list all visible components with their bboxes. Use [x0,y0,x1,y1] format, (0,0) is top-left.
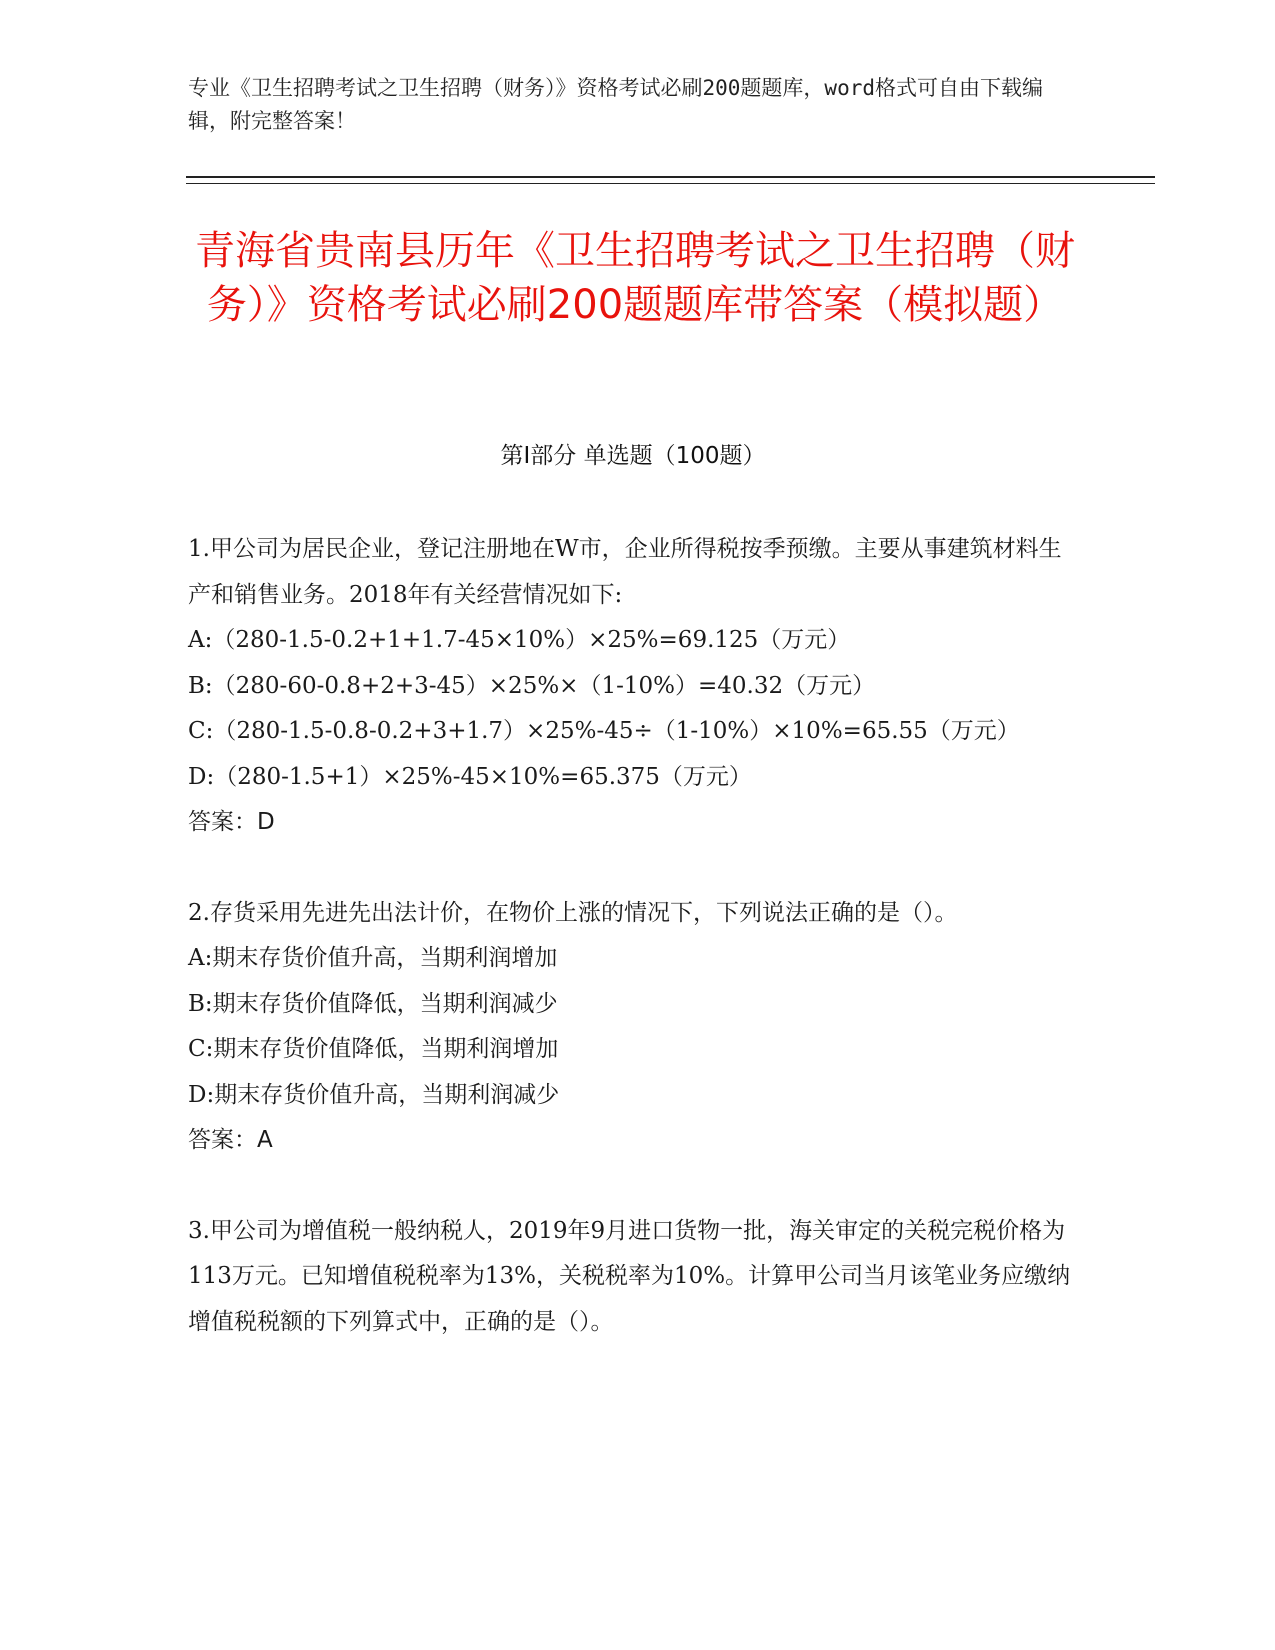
header-rule-thick [186,176,1155,178]
option-a: A:期末存货价值升高，当期利润增加 [188,945,558,971]
option-d: D:期末存货价值升高，当期利润减少 [188,1081,560,1108]
question-list [188,527,1078,1390]
option-c: C:（280-1.5-0.8-0.2+3+1.7）×25%-45÷（1-10%）×10%=65.55（万元） [188,718,1020,744]
answer: 答案：D [188,809,275,835]
option-c: C:期末存货价值降低，当期利润增加 [188,1036,559,1062]
document-title: 青海省贵南县历年《卫生招聘考试之卫生招聘（财务）》资格考试必刷200题题库带答案（模拟题） [195,228,1075,328]
option-b: B:（280-60-0.8+2+3-45）×25%×（1-10%）=40.32（万元） [188,672,876,699]
option-d: D:（280-1.5+1）×25%-45×10%=65.375（万元） [188,763,752,790]
option-a: A:（280-1.5-0.2+1+1.7-45×10%）×25%=69.125（万元） [188,627,851,653]
question-1 [188,527,1078,846]
question-stem: 1.甲公司为居民企业，登记注册地在W市，企业所得税按季预缴。主要从事建筑材料生产和销售业务。2018年有关经营情况如下: [188,536,1062,608]
question-2 [188,891,1078,1164]
question-3 [188,1209,1078,1346]
header-rule-thin [186,183,1155,184]
header-note: 专业《卫生招聘考试之卫生招聘（财务）》资格考试必刷200题题库，word格式可自由下载编辑，附完整答案！ [188,76,1043,133]
option-b: B:期末存货价值降低，当期利润减少 [188,990,558,1017]
section-title: 第Ⅰ部分 单选题（100题） [500,443,766,469]
question-stem: 3.甲公司为增值税一般纳税人，2019年9月进口货物一批，海关审定的关税完税价格为113万元。已知增值税税率为13%，关税税率为10%。计算甲公司当月该笔业务应缴纳增值税税额的下列算式中，正确的是（）。 [188,1217,1071,1335]
question-stem: 2.存货采用先进先出法计价，在物价上涨的情况下，下列说法正确的是（）。 [188,899,958,926]
answer: 答案：A [188,1127,273,1153]
